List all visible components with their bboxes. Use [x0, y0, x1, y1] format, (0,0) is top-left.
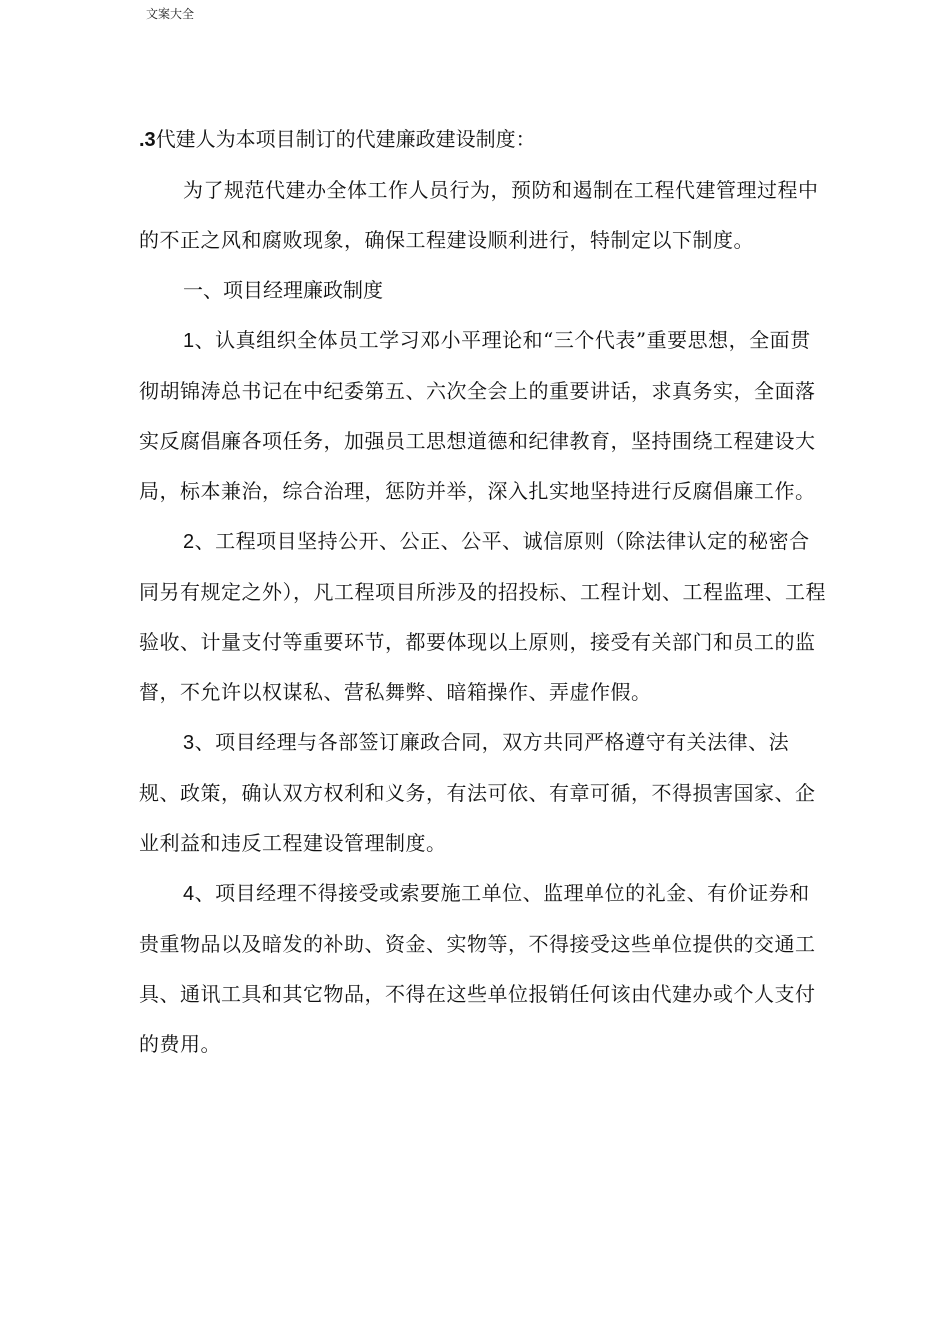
item-number: 4: [183, 883, 195, 905]
section-title: 一、项目经理廉政制度: [183, 278, 383, 302]
list-item: [139, 516, 829, 717]
item-number: 3: [183, 732, 195, 754]
item-text: 、项目经理与各部签订廉政合同，双方共同严格遵守有关法律、法规、政策，确认双方权利和义务，有法可依、有章可循，不得损害国家、企业利益和违反工程建设管理制度。: [139, 730, 816, 855]
intro-paragraph: 为了规范代建办全体工作人员行为，预防和遏制在工程代建管理过程中的不正之风和腐败现象，确保工程建设顺利进行，特制定以下制度。: [139, 178, 819, 252]
item-number: 2: [183, 531, 195, 553]
heading-number: .3: [139, 129, 156, 151]
document-body: [139, 114, 829, 1069]
item-text: 、工程项目坚持公开、公正、公平、诚信原则（除法律认定的秘密合同另有规定之外），凡工程项目所涉及的招投标、工程计划、工程监理、工程验收、计量支付等重要环节，都要体现以上原则，接受有关部门和员工的监督，不允许以权谋私、营私舞弊、暗箱操作、弄虚作假。: [139, 529, 826, 704]
list-item: [139, 717, 829, 868]
heading-text: 代建人为本项目制订的代建廉政建设制度：: [155, 127, 536, 151]
item-number: 1: [183, 330, 195, 352]
header-mark: 文案大全: [146, 7, 195, 21]
item-text: 、项目经理不得接受或索要施工单位、监理单位的礼金、有价证券和贵重物品以及暗发的补助、资金、实物等，不得接受这些单位提供的交通工具、通讯工具和其它物品，不得在这些单位报销任何该由代建办或个人支付的费用。: [139, 881, 816, 1056]
list-item: [139, 315, 829, 516]
list-item: [139, 868, 829, 1069]
item-text: 、认真组织全体员工学习邓小平理论和“三个代表”重要思想，全面贯彻胡锦涛总书记在中纪委第五、六次全会上的重要讲话，求真务实，全面落实反腐倡廉各项任务，加强员工思想道德和纪律教育，坚持围绕工程建设大局，标本兼治，综合治理，惩防并举，深入扎实地坚持进行反腐倡廉工作。: [139, 328, 816, 503]
section-heading: [139, 114, 829, 165]
